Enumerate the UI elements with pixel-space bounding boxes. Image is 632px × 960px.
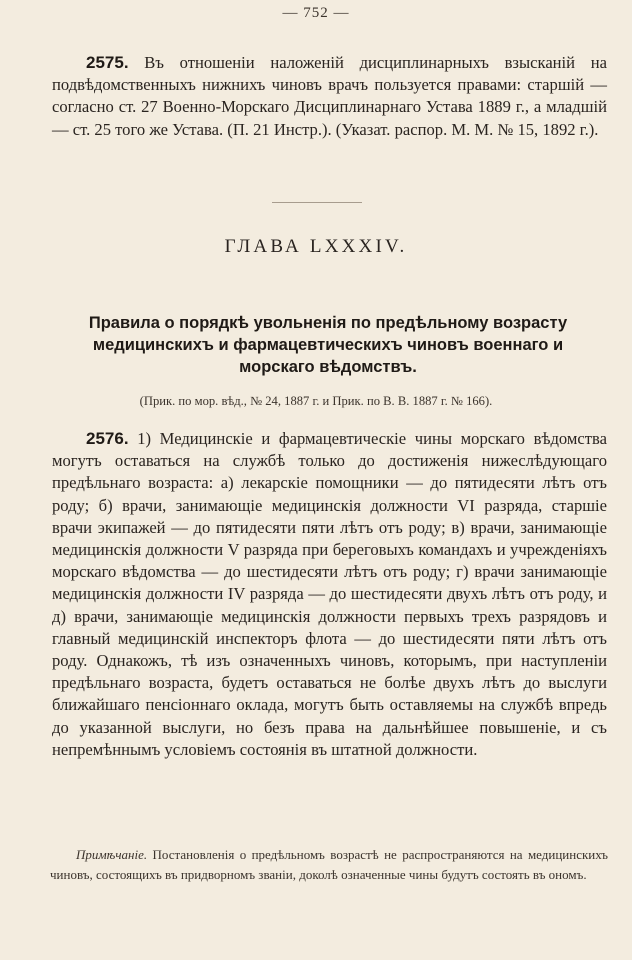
paragraph-2575 (52, 52, 607, 141)
note-label: Примѣчаніе. (76, 847, 148, 862)
footnote (50, 845, 608, 885)
paragraph-number: 2576. (86, 429, 129, 448)
page-number: — 752 — (282, 5, 350, 21)
paragraph-text: Въ отношеніи наложеній дисциплинарныхъ взысканій на подвѣдомственныхъ нижнихъ чиновъ врачъ пользуется правами: старшій — согласно ст. 27 Военно-Морскаго Дисциплинарнаго Устава 1889 г., а младшій — ст. 25 того же Устава. (П. 21 Инстр.). (Указат. распор. М. М. № 15, 1892 г.). (52, 53, 608, 139)
section-divider (272, 202, 362, 203)
section-heading: Правила о порядкѣ увольненія по предѣльному возрасту медицинскихъ и фармацевтическихъ чиновъ военнаго и морскаго вѣдомствъ. (88, 314, 568, 376)
paragraph-2576 (52, 428, 607, 761)
paragraph-text: 1) Медицинскіе и фармацевтическіе чины морскаго вѣдомства могутъ оставаться на службѣ только до достиженія нижеслѣдующаго предѣльнаго возраста: а) лекарскіе помощники — до пятидесяти лѣтъ отъ роду; б) врачи, занимающіе медицинскія должности VI разряда, старшіе врачи экипажей — до пятидесяти пяти лѣтъ отъ роду; в) врачи, занимающіе медицинскія должности V разряда при береговыхъ командахъ и учрежденіяхъ морскаго вѣдомства — до шестидесяти лѣтъ отъ роду; г) врачи занимающіе медицинскія должности IV разряда — до шестидесяти двухъ лѣтъ отъ роду, и д) врачи, занимающіе медицинскія должности первыхъ трехъ разрядовъ и главный медицинскій инспекторъ флота — до шестидесяти пяти лѣтъ отъ роду. Однакожъ, тѣ изъ означенныхъ чиновъ, которымъ, при наступленіи предѣльнаго возраста, будетъ оставаться не болѣе двухъ лѣтъ до выслуги ближайшаго пенсіоннаго оклада, могутъ быть оставляемы на службѣ впредь до указанной выслуги, но безъ права на дальнѣйшее повышеніе, и съ непремѣннымъ условіемъ состоянія въ штатной должности. (52, 429, 607, 759)
note-text: Постановленія о предѣльномъ возрастѣ не распространяются на медицинскихъ чиновъ, состоящихъ въ придворномъ званіи, доколѣ означенные чины будутъ состоять въ ономъ. (50, 847, 608, 882)
source-reference: (Прик. по мор. вѣд., № 24, 1887 г. и Прик. по В. В. 1887 г. № 166). (139, 394, 493, 408)
paragraph-number: 2575. (86, 53, 129, 72)
chapter-title: ГЛАВА LXXXIV. (224, 236, 408, 257)
